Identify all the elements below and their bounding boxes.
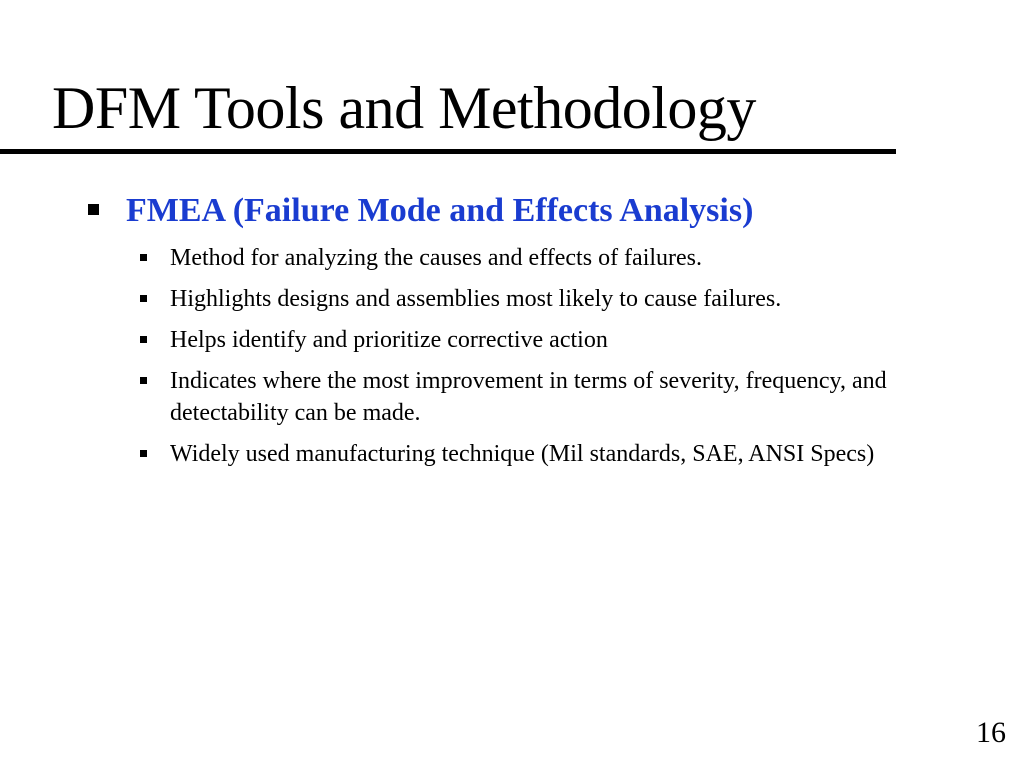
sub-bullet-text: Method for analyzing the causes and effects of failures. (170, 245, 703, 271)
sub-bullet (140, 438, 960, 470)
main-bullet-text: FMEA (Failure Mode and Effects Analysis) (126, 192, 754, 229)
sub-bullet-list (140, 242, 960, 479)
square-bullet-icon (88, 204, 99, 215)
sub-bullet-text: Indicates where the most improvement in terms of severity, frequency, and detectability can be made. (170, 368, 887, 426)
square-bullet-icon (140, 450, 147, 457)
square-bullet-icon (140, 254, 147, 261)
page-number: 16 (976, 716, 1006, 749)
sub-bullet-text: Helps identify and prioritize corrective action (170, 327, 608, 353)
sub-bullet (140, 283, 960, 315)
sub-bullet (140, 324, 960, 356)
square-bullet-icon (140, 336, 147, 343)
main-bullet (88, 191, 753, 232)
square-bullet-icon (140, 377, 147, 384)
sub-bullet (140, 242, 960, 274)
sub-bullet-text: Highlights designs and assemblies most likely to cause failures. (170, 286, 782, 312)
sub-bullet-text: Widely used manufacturing technique (Mil standards, SAE, ANSI Specs) (170, 441, 875, 467)
sub-bullet (140, 365, 960, 429)
slide-title: DFM Tools and Methodology (52, 75, 756, 141)
title-underline (0, 149, 896, 154)
square-bullet-icon (140, 295, 147, 302)
